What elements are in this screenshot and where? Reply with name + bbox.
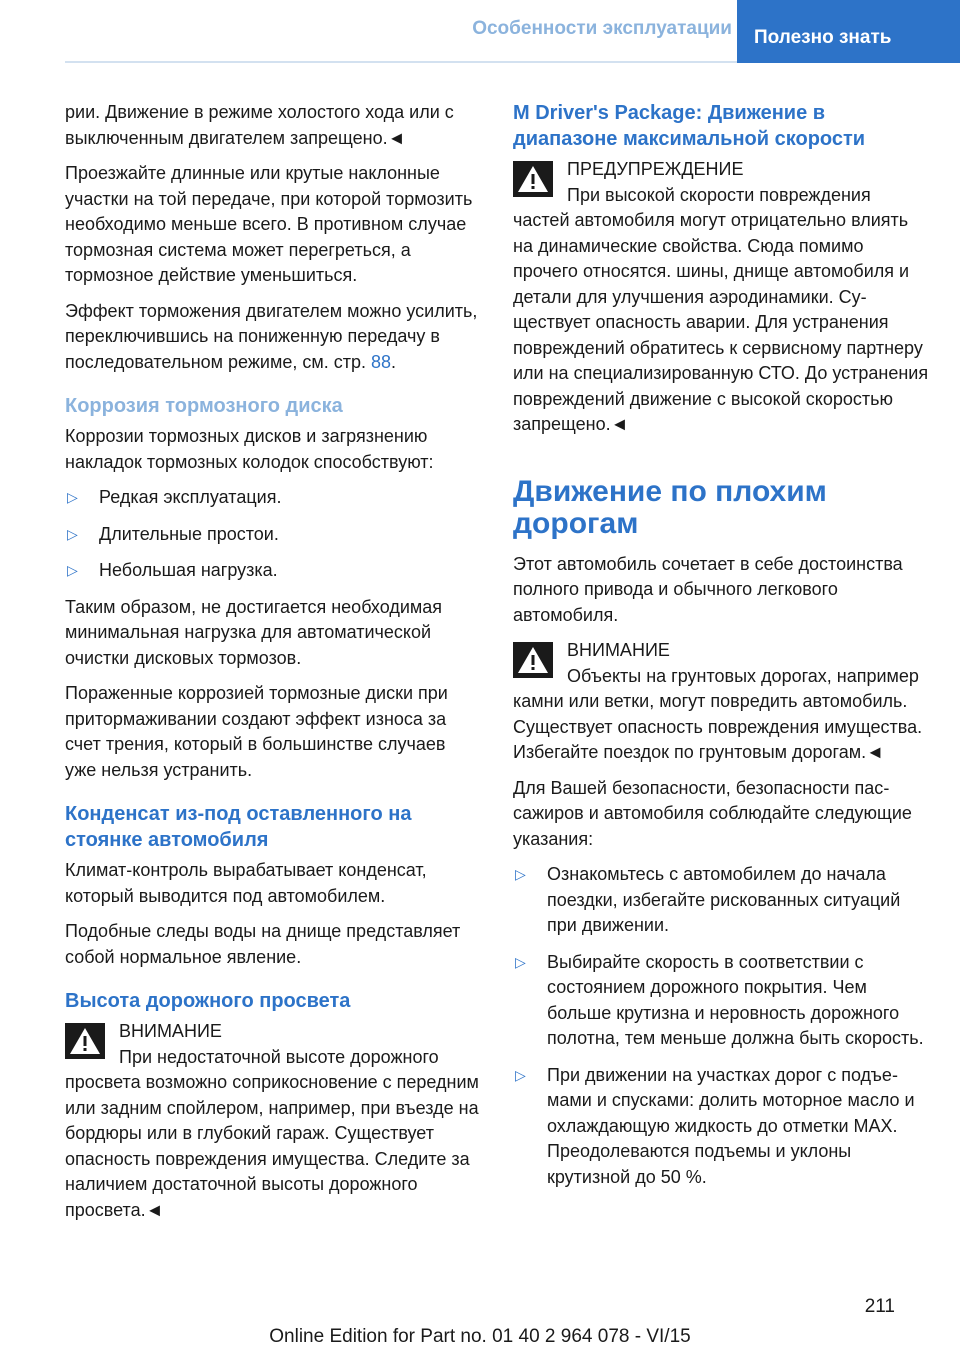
warning-triangle-icon xyxy=(513,642,553,678)
paragraph-text: Эффект торможения двигателем можно усилить, переключившись на пониженную передачу в последовательном режиме, см. стр. xyxy=(65,300,478,372)
header-rule xyxy=(65,61,737,63)
warning-title: ПРЕДУПРЕЖДЕНИЕ xyxy=(567,159,744,179)
bullet-list xyxy=(513,862,929,1190)
section-heading-corrosion: Коррозия тормозного диска xyxy=(65,395,343,417)
paragraph: Климат-контроль вырабатывает конденсат, который выводится под автомобилем. xyxy=(65,860,427,906)
warning-title: ВНИМАНИЕ xyxy=(119,1021,222,1041)
left-column xyxy=(65,100,481,1233)
paragraph: Подобные следы воды на днище представляет собой нормальное явление. xyxy=(65,921,461,967)
paragraph: Таким образом, не достигается необходимая минимальная нагрузка для автоматической очистки дисковых тормозов. xyxy=(65,596,443,668)
paragraph: Пораженные коррозией тормозные диски при притормаживании создают эффект износа за счет трения, который в большинстве случаев уже нельзя устранить. xyxy=(65,683,448,780)
warning-block xyxy=(513,638,929,766)
list-item: ▷ При движении на участках дорог с подъемами и спусками: долить моторное масло и охлаждающую жидкость до отметки MAX. Преодолеваются подъемы и уклоны крутизной до 50 %. xyxy=(515,1064,915,1187)
list-item: ▷ Редкая эксплуатация. xyxy=(65,485,481,511)
section-heading-condensate: Конденсат из-под оставленного на стоянке автомобиля xyxy=(65,803,412,851)
warning-text: Объекты на грунтовых дорогах, например камни или ветки, могут повредить автомобиль. Существует опасность повреждения имущества. Избегайте поездок по грунтовым дорогам.◄ xyxy=(513,665,923,762)
warning-block xyxy=(513,157,929,438)
paragraph-end: . xyxy=(391,351,397,372)
list-item: ▷ Выбирайте скорость в соответствии с состоянием дорожного покрытия. Чем больше крутизна и неровность дорожного полотна, тем меньше должна быть скорость. xyxy=(515,951,924,1048)
section-heading-ground-clearance: Высота дорожного просвета xyxy=(65,990,351,1012)
page-header xyxy=(0,0,960,63)
edition-footer: Online Edition for Part no. 01 40 2 964 078 - VI/15 xyxy=(269,1326,691,1347)
paragraph: Коррозии тормозных дисков и загрязнению накладок тормозных колодок способствуют: xyxy=(65,426,434,472)
triangle-bullet-icon: ▷ xyxy=(515,1066,526,1083)
chapter-heading-bad-roads: Движение по плохим дорогам xyxy=(513,474,827,540)
list-item: ▷ Длительные простои. xyxy=(65,522,481,548)
paragraph: Проезжайте длинные или крутые наклонные участки на той передаче, при которой тормозить необходимо меньше всего. В противном случае тормозная система может перегреться, а тормозное действие уменьшиться. xyxy=(65,163,473,285)
triangle-bullet-icon: ▷ xyxy=(67,562,78,578)
warning-triangle-icon xyxy=(513,161,553,197)
right-column xyxy=(513,100,929,1201)
paragraph xyxy=(65,299,481,376)
header-section-title: Особенности эксплуатации xyxy=(472,18,732,39)
list-item: ▷ Небольшая нагрузка. xyxy=(65,558,481,584)
triangle-bullet-icon: ▷ xyxy=(515,866,526,882)
warning-text: При недостаточной высоте дорожного просвета возможно соприкосновение с передним или задним спойлером, например, при въезде на бордюры или в глубокий гараж. Существует опасность повреждения имущества. Следите за наличием достаточной высоты дорожного просвета.◄ xyxy=(65,1046,479,1220)
section-heading-m-driver: M Driver's Package: Движение в диапазоне максимальной скорости xyxy=(513,102,866,150)
warning-text: При высокой скорости повреждения частей автомобиля могут отрицательно влиять на динамические свойства. Сюда помимо прочего относятся. шины, днище автомобиля и детали для улучшения аэродинамики. Существует опасность аварии. Для устранения повреждений обратитесь к сервисному партнеру или на специализированную СТО. До устранения повреждений движение с высокой скоростью запрещено.◄ xyxy=(513,184,929,434)
warning-title: ВНИМАНИЕ xyxy=(567,640,670,660)
triangle-bullet-icon: ▷ xyxy=(515,953,526,970)
page-reference-link[interactable]: 88 xyxy=(370,351,392,372)
bullet-list xyxy=(65,485,481,584)
paragraph: рии. Движение в режиме холостого хода или с выключенным двигателем запрещено.◄ xyxy=(65,102,454,148)
list-item: ▷ Ознакомьтесь с автомобилем до начала поездки, избегайте рискованных ситуаций при движении. xyxy=(515,864,901,935)
header-tab: Полезно знать xyxy=(737,0,960,63)
triangle-bullet-icon: ▷ xyxy=(67,525,78,542)
warning-block xyxy=(65,1019,481,1223)
paragraph: Для Вашей безопасности, безопасности пассажиров и автомобиля соблюдайте следующие указания: xyxy=(513,777,912,849)
triangle-bullet-icon: ▷ xyxy=(67,489,78,505)
paragraph: Этот автомобиль сочетает в себе достоинства полного привода и обычного легкового автомобиля. xyxy=(513,553,903,625)
warning-triangle-icon xyxy=(65,1023,105,1059)
page-number: 211 xyxy=(864,1296,895,1317)
